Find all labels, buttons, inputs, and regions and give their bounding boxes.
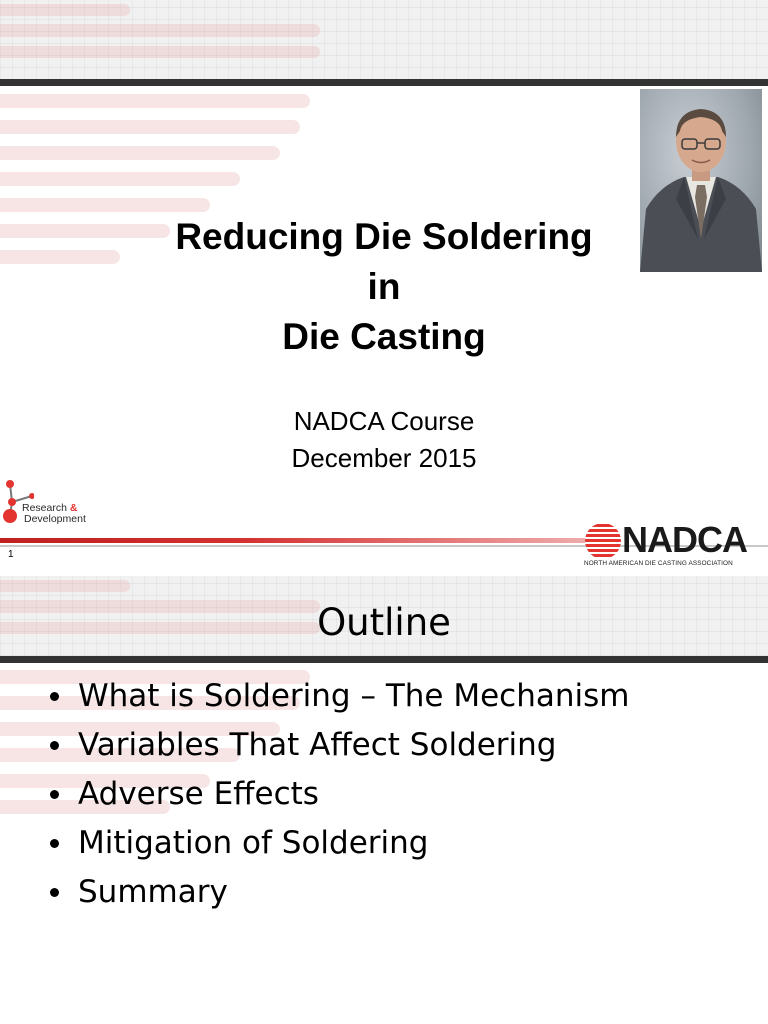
rd-logo-line2: Development [24, 513, 86, 525]
bullet-item [46, 721, 629, 770]
title-line: in [367, 266, 401, 307]
bullet-text: Summary [78, 874, 228, 910]
presenter-portrait-icon [640, 89, 762, 272]
rd-logo-line1: Research & [22, 502, 78, 514]
striped-globe-icon [584, 522, 622, 560]
bullet-text: Mitigation of Soldering [78, 825, 429, 861]
presenter-photo [640, 89, 762, 272]
bullet-text: Adverse Effects [78, 776, 319, 812]
bullet-icon [50, 790, 59, 799]
subtitle-line: December 2015 [291, 443, 477, 473]
bullet-icon [50, 741, 59, 750]
research-development-logo [2, 476, 98, 528]
slide-title: Outline [317, 601, 451, 644]
footer-rule [0, 538, 600, 543]
bullet-item [46, 819, 629, 868]
nadca-logo [582, 518, 758, 572]
bullet-icon [50, 839, 59, 848]
title-line: Reducing Die Soldering [175, 216, 593, 257]
header-rule [0, 79, 768, 86]
outline-slide [0, 576, 768, 1024]
bullet-item [46, 868, 629, 917]
slide-title [120, 212, 648, 362]
bullet-text: What is Soldering – The Mechanism [78, 678, 630, 714]
header-rule [0, 656, 768, 663]
bullet-text: Variables That Affect Soldering [78, 727, 557, 763]
slide-number: 1 [8, 549, 14, 560]
bullet-item [46, 770, 629, 819]
bullet-list [46, 672, 629, 917]
nadca-wordmark: NADCA [622, 519, 747, 560]
nadca-tagline: NORTH AMERICAN DIE CASTING ASSOCIATION [584, 560, 733, 567]
slide-subtitle [184, 403, 584, 477]
title-line: Die Casting [282, 316, 486, 357]
bullet-icon [50, 888, 59, 897]
bullet-icon [50, 692, 59, 701]
subtitle-line: NADCA Course [293, 406, 475, 436]
bullet-item [46, 672, 629, 721]
